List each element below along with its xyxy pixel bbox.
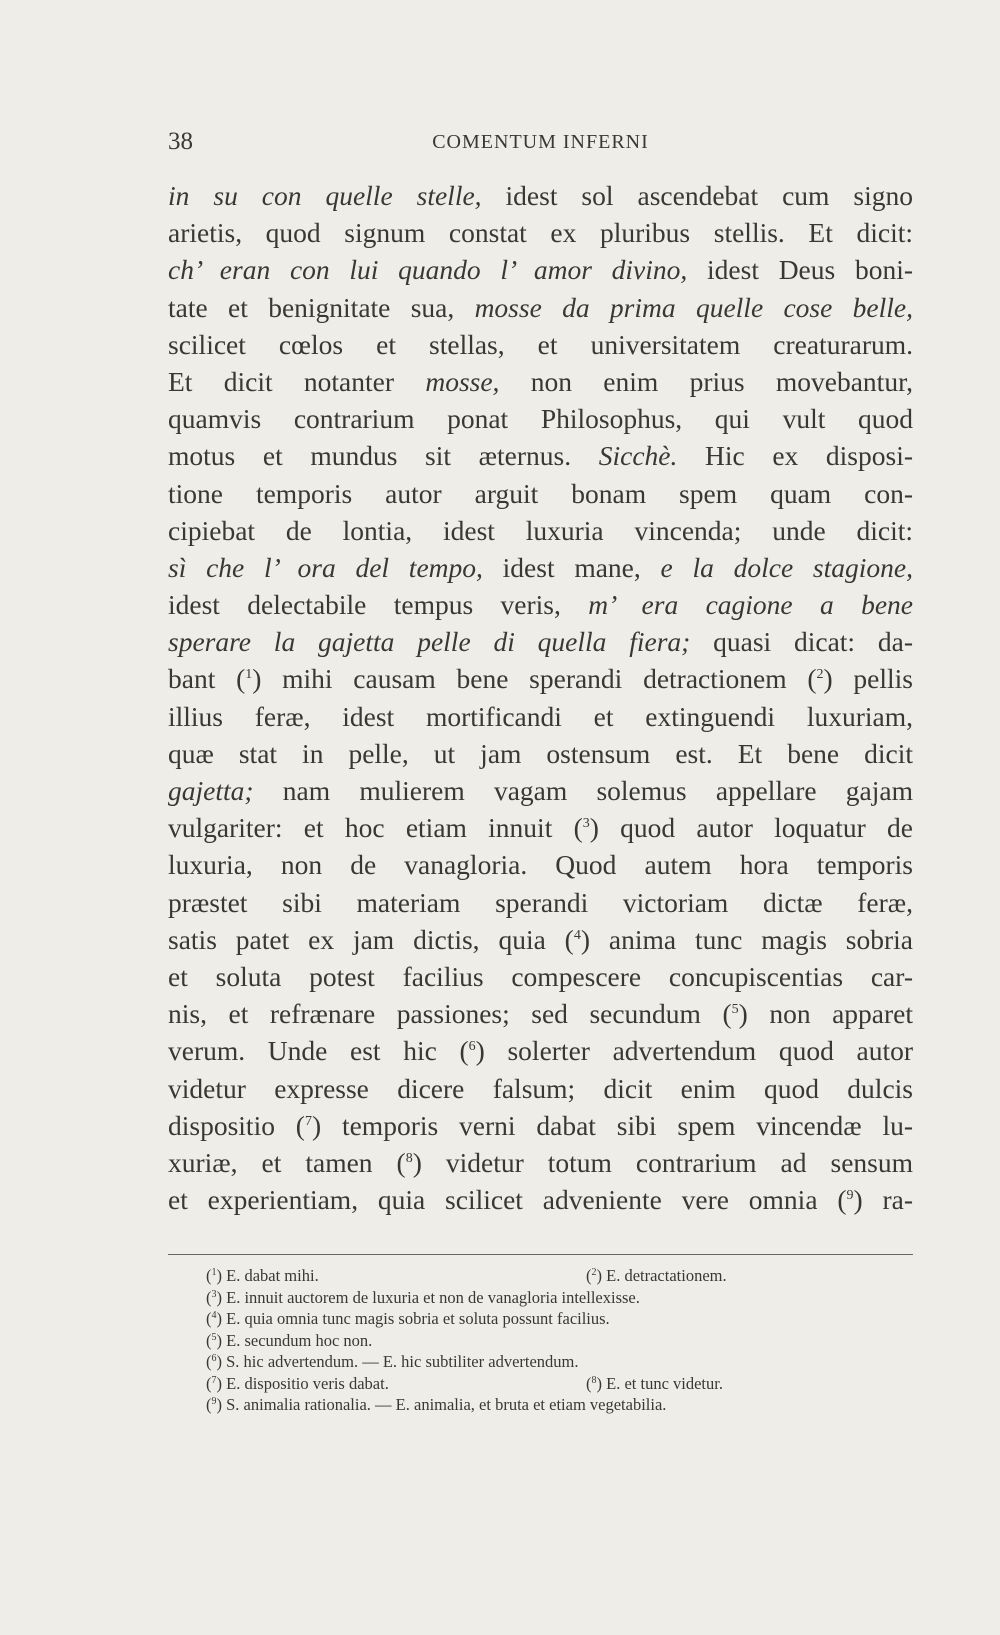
text-line — [168, 475, 913, 512]
footnote-ref: 2 — [816, 667, 824, 683]
footnote-row — [206, 1352, 896, 1374]
text-line — [168, 177, 913, 214]
text-run: ) ra- — [853, 1184, 913, 1216]
text-line — [168, 1144, 913, 1181]
footnote-number: 6 — [211, 1353, 217, 1364]
text-run: ) videtur totum contrarium ad sensum — [412, 1146, 914, 1178]
text-line — [168, 995, 913, 1032]
footnote-text: E. dispositio veris dabat. — [226, 1373, 389, 1393]
footnote-row — [206, 1395, 896, 1417]
footnote-text: E. quia omnia tunc magis sobria et soluta possunt facilius. — [226, 1309, 610, 1328]
text-line — [168, 363, 913, 400]
footnote: ($^3$) E. innuit auctorem de luxuria et non de vanagloria intellexisse. — [206, 1287, 640, 1307]
text-run: et experientiam, quia scilicet adveniente vere omnia ( — [168, 1184, 847, 1216]
text-run: idest sol ascendebat cum signo — [481, 180, 913, 211]
text-run: et soluta potest facilius compescere concupiscentias car- — [168, 960, 913, 992]
text-run: bant ( — [168, 663, 246, 695]
text-run: Et dicit notanter — [168, 365, 426, 397]
text-run: quæ stat in pelle, ut jam ostensum est. Et bene dicit — [168, 737, 913, 769]
text-run: ) non apparet — [738, 998, 913, 1030]
footnote-text: E. secundum hoc non. — [226, 1330, 373, 1350]
running-title: COMENTUM INFERNI — [432, 131, 649, 153]
text-line — [168, 772, 913, 809]
body-text — [168, 177, 913, 1218]
italic-quote: m’ era cagione a bene — [588, 589, 913, 621]
text-line — [168, 586, 913, 623]
italic-quote: Sicchè. — [598, 440, 678, 472]
text-line — [168, 623, 913, 660]
footnote-number: 9 — [211, 1396, 217, 1407]
text-line — [168, 735, 913, 772]
footnote-ref: 7 — [304, 1113, 312, 1129]
footnote-number: 5 — [211, 1331, 217, 1343]
text-line — [168, 698, 913, 735]
italic-quote: mosse, — [425, 365, 500, 397]
text-line — [168, 809, 913, 846]
text-line — [168, 400, 913, 437]
footnote-row — [206, 1266, 896, 1288]
text-run: vulgariter: et hoc etiam innuit ( — [168, 812, 583, 844]
footnote-number: 3 — [211, 1288, 217, 1300]
page-header — [168, 128, 913, 168]
footnote: ($^4$) E. quia omnia tunc magis sobria et soluta possunt facilius. — [206, 1309, 610, 1328]
footnote-number: 4 — [211, 1310, 217, 1321]
footnote-number: 8 — [591, 1374, 597, 1386]
footnote: ($^7$) E. dispositio veris dabat. — [206, 1373, 389, 1393]
text-run: ) anima tunc magis sobria — [580, 923, 914, 955]
footnote-rule — [168, 1254, 913, 1255]
footnote: ($^6$) S. hic advertendum. — E. hic subtiliter advertendum. — [206, 1352, 579, 1371]
italic-quote: ch’ eran con lui quando l’ amor divino, — [168, 254, 688, 286]
text-run: dispositio ( — [168, 1109, 305, 1141]
footnote-number: 2 — [591, 1267, 597, 1278]
footnote-ref: 5 — [731, 1002, 739, 1018]
footnote-text: E. detractationem. — [606, 1266, 727, 1285]
footnote-row — [206, 1374, 896, 1396]
text-line — [168, 884, 913, 921]
text-line — [168, 921, 913, 958]
text-run: idest mane, — [482, 551, 661, 583]
footnote-ref: 4 — [573, 927, 581, 943]
text-run: videtur expresse dicere falsum; dicit enim quod dulcis — [168, 1072, 913, 1104]
text-line — [168, 549, 913, 586]
text-run: verum. Unde est hic ( — [168, 1035, 469, 1067]
text-line — [168, 326, 913, 363]
text-run: quamvis contrarium ponat Philosophus, qui vult quod — [168, 403, 913, 435]
italic-quote: sperare la gajetta pelle di quella fiera; — [168, 626, 691, 658]
text-run: luxuria, non de vanagloria. Quod autem hora temporis — [168, 849, 913, 881]
text-run: non enim prius movebantur, — [499, 365, 913, 397]
text-run: idest Deus boni- — [687, 254, 913, 286]
text-line — [168, 214, 913, 251]
italic-quote: sì che l’ ora del tempo, — [168, 551, 483, 583]
text-run: ) pellis — [823, 663, 913, 695]
text-line — [168, 1032, 913, 1069]
text-line — [168, 1181, 913, 1218]
text-line — [168, 437, 913, 474]
text-line — [168, 1107, 913, 1144]
text-run: illius feræ, idest mortificandi et extinguendi luxuriam, — [168, 700, 913, 732]
text-run: nam mulierem vagam solemus appellare gajam — [253, 775, 913, 806]
footnote-ref: 8 — [405, 1150, 413, 1166]
text-line — [168, 251, 913, 288]
text-run: ) temporis verni dabat sibi spem vincendæ lu- — [311, 1109, 913, 1141]
footnote-row — [206, 1288, 896, 1310]
italic-quote: in su con quelle stelle, — [168, 180, 482, 211]
text-run: ) quod autor loquatur de — [589, 812, 913, 844]
text-run: scilicet cœlos et stellas, et universitatem creaturarum. — [168, 328, 913, 360]
footnote: ($^9$) S. animalia rationalia. — E. animalia, et bruta et etiam vegetabilia. — [206, 1395, 667, 1414]
page-number: 38 — [168, 128, 193, 155]
text-run: præstet sibi materiam sperandi victoriam dictæ feræ, — [168, 886, 913, 918]
footnote-ref: 6 — [468, 1039, 476, 1055]
footnote-text: S. hic advertendum. — E. hic subtiliter advertendum. — [226, 1352, 579, 1371]
text-run: Hic ex disposi- — [677, 440, 913, 472]
footnote: ($^2$) E. detractationem. — [586, 1266, 727, 1285]
text-run: quasi dicat: da- — [690, 626, 913, 658]
footnote-text: E. innuit auctorem de luxuria et non de vanagloria intellexisse. — [226, 1287, 640, 1307]
text-run: nis, et refrænare passiones; sed secundum ( — [168, 998, 732, 1030]
footnote-ref: 3 — [582, 816, 590, 832]
text-run: xuriæ, et tamen ( — [168, 1146, 406, 1178]
text-run: arietis, quod signum constat ex pluribus stellis. Et dicit: — [168, 217, 913, 249]
footnote-row — [206, 1331, 896, 1353]
text-run: ) solerter advertendum quod autor — [475, 1035, 913, 1067]
footnote-ref: 9 — [846, 1188, 854, 1204]
text-run: tate et benignitate sua, — [168, 291, 475, 323]
text-run: idest delectabile tempus veris, — [168, 589, 589, 621]
footnote: ($^5$) E. secundum hoc non. — [206, 1330, 373, 1350]
footnote-number: 1 — [211, 1267, 217, 1278]
footnote: ($^1$) E. dabat mihi. — [206, 1266, 319, 1285]
italic-quote: mosse da prima quelle cose belle, — [474, 291, 913, 323]
footnote-text: E. dabat mihi. — [226, 1266, 319, 1285]
text-line — [168, 512, 913, 549]
text-line — [168, 1070, 913, 1107]
footnotes — [206, 1266, 896, 1417]
text-run: tione temporis autor arguit bonam spem quam con- — [168, 477, 913, 509]
footnote-text: S. animalia rationalia. — E. animalia, et bruta et etiam vegetabilia. — [226, 1395, 667, 1414]
footnote-text: E. et tunc videtur. — [606, 1373, 723, 1393]
footnote-ref: 1 — [245, 667, 253, 683]
italic-quote: e la dolce stagione, — [660, 551, 913, 583]
text-line — [168, 958, 913, 995]
text-run: motus et mundus sit æternus. — [168, 440, 599, 472]
footnote: ($^8$) E. et tunc videtur. — [586, 1373, 723, 1393]
footnote-row — [206, 1309, 896, 1331]
text-run: satis patet ex jam dictis, quia ( — [168, 923, 574, 955]
text-run: ) mihi causam bene sperandi detractionem ( — [252, 663, 817, 695]
text-line — [168, 289, 913, 326]
footnote-number: 7 — [211, 1374, 217, 1386]
text-line — [168, 846, 913, 883]
text-line — [168, 660, 913, 697]
text-run: cipiebat de lontia, idest luxuria vincenda; unde dicit: — [168, 514, 913, 546]
italic-quote: gajetta; — [168, 775, 254, 806]
